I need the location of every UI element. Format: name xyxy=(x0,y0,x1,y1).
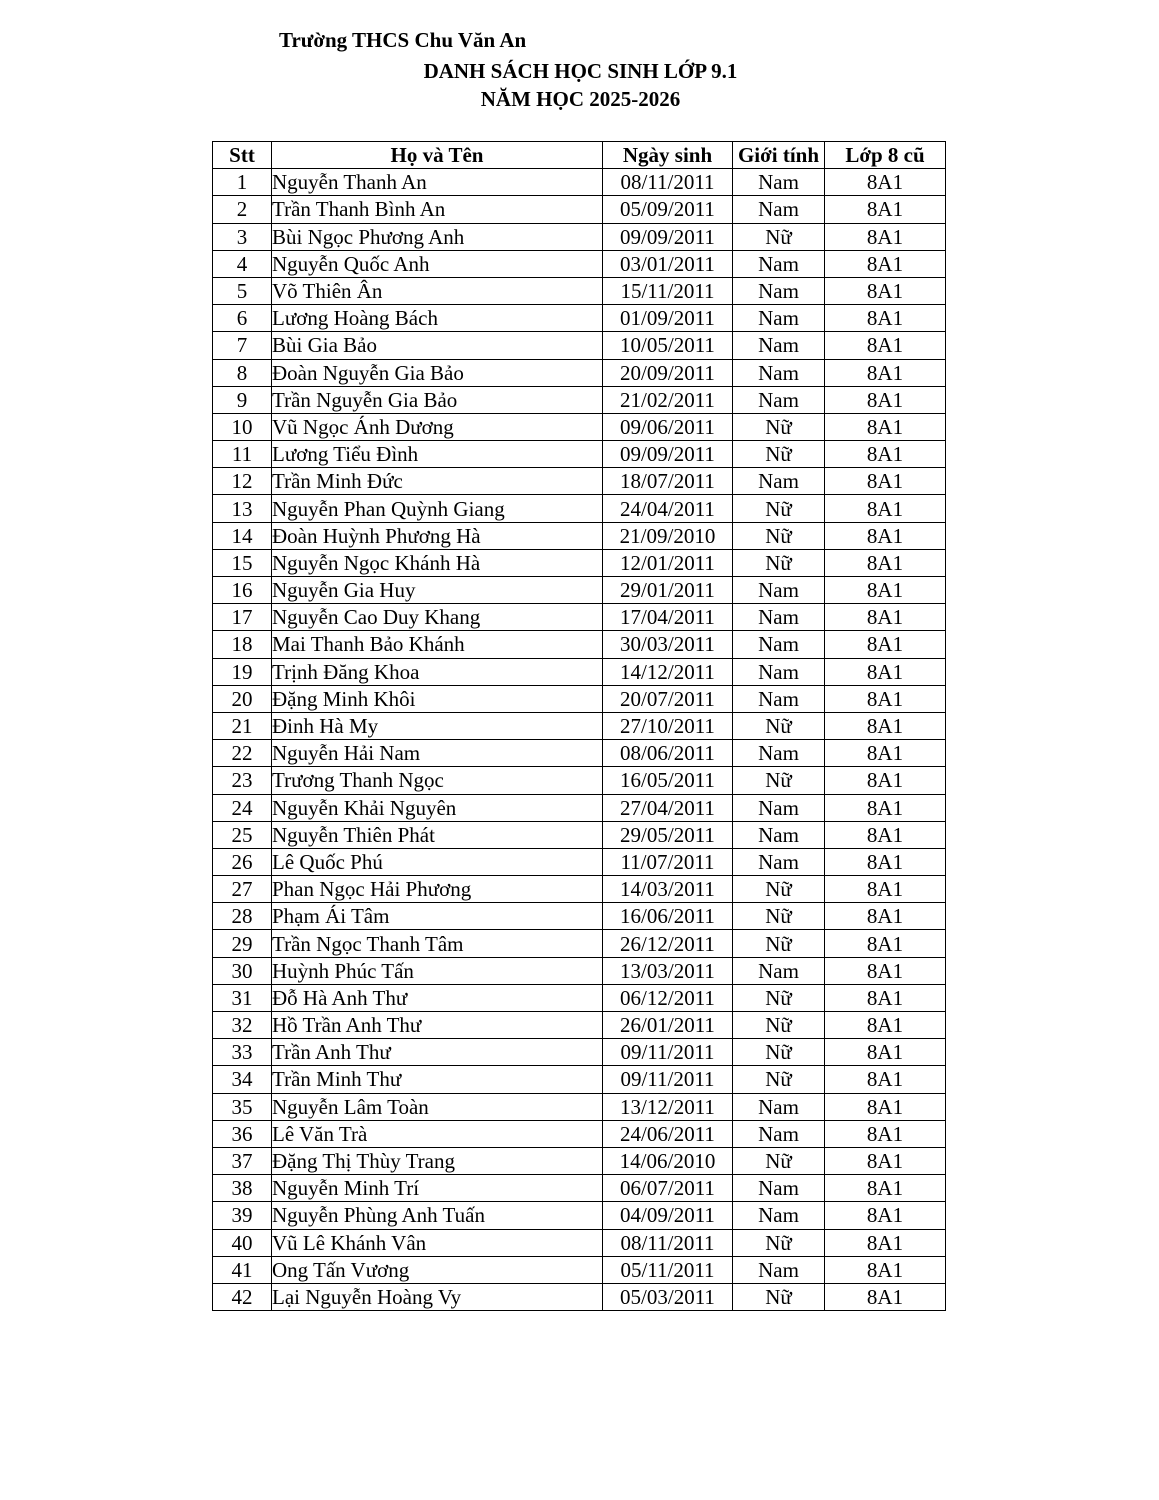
cell-gender: Nữ xyxy=(733,495,825,522)
cell-gender: Nữ xyxy=(733,876,825,903)
cell-stt: 20 xyxy=(213,685,272,712)
table-row xyxy=(213,1120,946,1147)
cell-name: Phạm Ái Tâm xyxy=(272,903,603,930)
cell-old-class: 8A1 xyxy=(825,712,946,739)
cell-gender: Nữ xyxy=(733,441,825,468)
cell-stt: 35 xyxy=(213,1093,272,1120)
cell-dob: 21/09/2010 xyxy=(603,522,733,549)
table-row xyxy=(213,250,946,277)
table-row xyxy=(213,495,946,522)
cell-stt: 6 xyxy=(213,305,272,332)
table-row xyxy=(213,577,946,604)
cell-gender: Nam xyxy=(733,359,825,386)
cell-dob: 12/01/2011 xyxy=(603,549,733,576)
table-row xyxy=(213,441,946,468)
cell-dob: 21/02/2011 xyxy=(603,386,733,413)
cell-stt: 9 xyxy=(213,386,272,413)
table-row xyxy=(213,1256,946,1283)
cell-gender: Nam xyxy=(733,957,825,984)
cell-gender: Nam xyxy=(733,577,825,604)
cell-dob: 26/01/2011 xyxy=(603,1012,733,1039)
cell-stt: 16 xyxy=(213,577,272,604)
cell-stt: 29 xyxy=(213,930,272,957)
cell-gender: Nữ xyxy=(733,1039,825,1066)
cell-stt: 34 xyxy=(213,1066,272,1093)
table-row xyxy=(213,604,946,631)
cell-dob: 24/06/2011 xyxy=(603,1120,733,1147)
cell-dob: 27/04/2011 xyxy=(603,794,733,821)
table-row xyxy=(213,305,946,332)
cell-name: Trần Nguyễn Gia Bảo xyxy=(272,386,603,413)
cell-gender: Nam xyxy=(733,821,825,848)
cell-old-class: 8A1 xyxy=(825,631,946,658)
cell-dob: 06/07/2011 xyxy=(603,1175,733,1202)
cell-old-class: 8A1 xyxy=(825,169,946,196)
column-header-old-class: Lớp 8 cũ xyxy=(825,142,946,169)
cell-gender: Nữ xyxy=(733,223,825,250)
cell-old-class: 8A1 xyxy=(825,1066,946,1093)
cell-name: Trần Anh Thư xyxy=(272,1039,603,1066)
table-row xyxy=(213,821,946,848)
table-row xyxy=(213,1147,946,1174)
cell-old-class: 8A1 xyxy=(825,685,946,712)
cell-name: Nguyễn Thiên Phát xyxy=(272,821,603,848)
cell-name: Trần Minh Thư xyxy=(272,1066,603,1093)
table-row xyxy=(213,767,946,794)
cell-name: Lương Hoàng Bách xyxy=(272,305,603,332)
column-header-stt: Stt xyxy=(213,142,272,169)
cell-stt: 37 xyxy=(213,1147,272,1174)
cell-name: Đoàn Nguyễn Gia Bảo xyxy=(272,359,603,386)
cell-name: Nguyễn Phùng Anh Tuấn xyxy=(272,1202,603,1229)
cell-dob: 16/05/2011 xyxy=(603,767,733,794)
cell-old-class: 8A1 xyxy=(825,441,946,468)
cell-stt: 11 xyxy=(213,441,272,468)
cell-dob: 24/04/2011 xyxy=(603,495,733,522)
cell-dob: 14/03/2011 xyxy=(603,876,733,903)
cell-dob: 09/09/2011 xyxy=(603,223,733,250)
cell-old-class: 8A1 xyxy=(825,413,946,440)
cell-gender: Nữ xyxy=(733,1147,825,1174)
cell-name: Đặng Minh Khôi xyxy=(272,685,603,712)
cell-dob: 09/11/2011 xyxy=(603,1039,733,1066)
cell-gender: Nam xyxy=(733,1202,825,1229)
table-row xyxy=(213,1283,946,1310)
cell-old-class: 8A1 xyxy=(825,386,946,413)
table-row xyxy=(213,794,946,821)
table-row xyxy=(213,196,946,223)
table-row xyxy=(213,1202,946,1229)
table-row xyxy=(213,1012,946,1039)
table-row xyxy=(213,1066,946,1093)
column-header-dob: Ngày sinh xyxy=(603,142,733,169)
cell-name: Đỗ Hà Anh Thư xyxy=(272,984,603,1011)
cell-stt: 42 xyxy=(213,1283,272,1310)
cell-old-class: 8A1 xyxy=(825,468,946,495)
cell-dob: 30/03/2011 xyxy=(603,631,733,658)
cell-name: Trần Minh Đức xyxy=(272,468,603,495)
cell-name: Vũ Ngọc Ánh Dương xyxy=(272,413,603,440)
cell-old-class: 8A1 xyxy=(825,876,946,903)
cell-stt: 31 xyxy=(213,984,272,1011)
table-row xyxy=(213,522,946,549)
cell-dob: 08/11/2011 xyxy=(603,1229,733,1256)
cell-old-class: 8A1 xyxy=(825,984,946,1011)
cell-old-class: 8A1 xyxy=(825,1012,946,1039)
table-row xyxy=(213,658,946,685)
cell-dob: 13/03/2011 xyxy=(603,957,733,984)
cell-old-class: 8A1 xyxy=(825,740,946,767)
table-row xyxy=(213,685,946,712)
cell-name: Đoàn Huỳnh Phương Hà xyxy=(272,522,603,549)
cell-old-class: 8A1 xyxy=(825,1256,946,1283)
cell-dob: 18/07/2011 xyxy=(603,468,733,495)
cell-gender: Nữ xyxy=(733,1283,825,1310)
cell-stt: 12 xyxy=(213,468,272,495)
cell-stt: 23 xyxy=(213,767,272,794)
cell-dob: 14/06/2010 xyxy=(603,1147,733,1174)
cell-gender: Nữ xyxy=(733,549,825,576)
table-row xyxy=(213,223,946,250)
cell-dob: 29/01/2011 xyxy=(603,577,733,604)
table-row xyxy=(213,1229,946,1256)
cell-stt: 4 xyxy=(213,250,272,277)
cell-dob: 05/11/2011 xyxy=(603,1256,733,1283)
cell-stt: 36 xyxy=(213,1120,272,1147)
cell-stt: 38 xyxy=(213,1175,272,1202)
table-row xyxy=(213,984,946,1011)
cell-stt: 33 xyxy=(213,1039,272,1066)
cell-name: Nguyễn Lâm Toàn xyxy=(272,1093,603,1120)
school-name: Trường THCS Chu Văn An xyxy=(279,28,527,52)
cell-stt: 24 xyxy=(213,794,272,821)
cell-old-class: 8A1 xyxy=(825,495,946,522)
cell-stt: 39 xyxy=(213,1202,272,1229)
table-row xyxy=(213,359,946,386)
cell-dob: 09/06/2011 xyxy=(603,413,733,440)
cell-stt: 22 xyxy=(213,740,272,767)
cell-dob: 05/09/2011 xyxy=(603,196,733,223)
cell-old-class: 8A1 xyxy=(825,522,946,549)
school-year: NĂM HỌC 2025-2026 xyxy=(480,87,681,111)
cell-name: Lương Tiểu Đình xyxy=(272,441,603,468)
table-row xyxy=(213,1039,946,1066)
cell-stt: 5 xyxy=(213,277,272,304)
cell-old-class: 8A1 xyxy=(825,577,946,604)
cell-gender: Nữ xyxy=(733,903,825,930)
cell-old-class: 8A1 xyxy=(825,1093,946,1120)
cell-stt: 27 xyxy=(213,876,272,903)
cell-old-class: 8A1 xyxy=(825,604,946,631)
cell-dob: 17/04/2011 xyxy=(603,604,733,631)
cell-old-class: 8A1 xyxy=(825,794,946,821)
cell-name: Lại Nguyễn Hoàng Vy xyxy=(272,1283,603,1310)
cell-dob: 27/10/2011 xyxy=(603,712,733,739)
cell-old-class: 8A1 xyxy=(825,930,946,957)
cell-old-class: 8A1 xyxy=(825,332,946,359)
cell-dob: 20/09/2011 xyxy=(603,359,733,386)
table-row xyxy=(213,277,946,304)
table-row xyxy=(213,903,946,930)
cell-gender: Nam xyxy=(733,386,825,413)
cell-dob: 14/12/2011 xyxy=(603,658,733,685)
cell-old-class: 8A1 xyxy=(825,549,946,576)
cell-name: Nguyễn Ngọc Khánh Hà xyxy=(272,549,603,576)
table-row xyxy=(213,848,946,875)
cell-gender: Nam xyxy=(733,604,825,631)
cell-gender: Nam xyxy=(733,196,825,223)
cell-name: Hồ Trần Anh Thư xyxy=(272,1012,603,1039)
cell-name: Lê Văn Trà xyxy=(272,1120,603,1147)
cell-stt: 15 xyxy=(213,549,272,576)
cell-dob: 11/07/2011 xyxy=(603,848,733,875)
cell-gender: Nam xyxy=(733,1256,825,1283)
cell-gender: Nữ xyxy=(733,522,825,549)
cell-old-class: 8A1 xyxy=(825,848,946,875)
cell-dob: 05/03/2011 xyxy=(603,1283,733,1310)
cell-stt: 7 xyxy=(213,332,272,359)
cell-old-class: 8A1 xyxy=(825,903,946,930)
table-row xyxy=(213,1093,946,1120)
cell-name: Trương Thanh Ngọc xyxy=(272,767,603,794)
cell-dob: 01/09/2011 xyxy=(603,305,733,332)
cell-name: Vũ Lê Khánh Vân xyxy=(272,1229,603,1256)
table-row xyxy=(213,957,946,984)
cell-dob: 10/05/2011 xyxy=(603,332,733,359)
cell-dob: 15/11/2011 xyxy=(603,277,733,304)
cell-name: Lê Quốc Phú xyxy=(272,848,603,875)
cell-old-class: 8A1 xyxy=(825,1283,946,1310)
cell-old-class: 8A1 xyxy=(825,1120,946,1147)
cell-gender: Nam xyxy=(733,848,825,875)
cell-old-class: 8A1 xyxy=(825,305,946,332)
cell-old-class: 8A1 xyxy=(825,359,946,386)
cell-gender: Nam xyxy=(733,631,825,658)
cell-gender: Nam xyxy=(733,332,825,359)
cell-dob: 08/06/2011 xyxy=(603,740,733,767)
cell-name: Bùi Gia Bảo xyxy=(272,332,603,359)
table-body xyxy=(213,169,946,1311)
cell-name: Đặng Thị Thùy Trang xyxy=(272,1147,603,1174)
cell-gender: Nam xyxy=(733,277,825,304)
cell-stt: 41 xyxy=(213,1256,272,1283)
cell-gender: Nam xyxy=(733,1175,825,1202)
table-row xyxy=(213,631,946,658)
cell-gender: Nam xyxy=(733,740,825,767)
cell-gender: Nữ xyxy=(733,1229,825,1256)
cell-stt: 32 xyxy=(213,1012,272,1039)
table-row xyxy=(213,468,946,495)
table-header-row xyxy=(213,142,946,169)
cell-old-class: 8A1 xyxy=(825,223,946,250)
cell-dob: 20/07/2011 xyxy=(603,685,733,712)
cell-dob: 09/11/2011 xyxy=(603,1066,733,1093)
document-title: DANH SÁCH HỌC SINH LỚP 9.1 xyxy=(423,59,738,83)
cell-gender: Nam xyxy=(733,685,825,712)
cell-old-class: 8A1 xyxy=(825,250,946,277)
table-row xyxy=(213,712,946,739)
cell-gender: Nữ xyxy=(733,1066,825,1093)
cell-name: Nguyễn Quốc Anh xyxy=(272,250,603,277)
table-row xyxy=(213,549,946,576)
cell-stt: 3 xyxy=(213,223,272,250)
table-row xyxy=(213,413,946,440)
cell-name: Ong Tấn Vương xyxy=(272,1256,603,1283)
cell-old-class: 8A1 xyxy=(825,957,946,984)
cell-stt: 18 xyxy=(213,631,272,658)
cell-stt: 13 xyxy=(213,495,272,522)
cell-stt: 26 xyxy=(213,848,272,875)
cell-name: Huỳnh Phúc Tấn xyxy=(272,957,603,984)
cell-gender: Nam xyxy=(733,658,825,685)
cell-gender: Nam xyxy=(733,468,825,495)
cell-name: Trần Ngọc Thanh Tâm xyxy=(272,930,603,957)
table-row xyxy=(213,1175,946,1202)
cell-dob: 29/05/2011 xyxy=(603,821,733,848)
cell-stt: 17 xyxy=(213,604,272,631)
cell-gender: Nữ xyxy=(733,984,825,1011)
cell-name: Nguyễn Khải Nguyên xyxy=(272,794,603,821)
cell-stt: 30 xyxy=(213,957,272,984)
cell-dob: 16/06/2011 xyxy=(603,903,733,930)
cell-name: Nguyễn Minh Trí xyxy=(272,1175,603,1202)
cell-old-class: 8A1 xyxy=(825,1229,946,1256)
cell-stt: 28 xyxy=(213,903,272,930)
cell-gender: Nam xyxy=(733,1120,825,1147)
cell-name: Trần Thanh Bình An xyxy=(272,196,603,223)
cell-dob: 04/09/2011 xyxy=(603,1202,733,1229)
cell-stt: 10 xyxy=(213,413,272,440)
cell-stt: 25 xyxy=(213,821,272,848)
cell-gender: Nữ xyxy=(733,930,825,957)
cell-gender: Nam xyxy=(733,1093,825,1120)
cell-old-class: 8A1 xyxy=(825,1175,946,1202)
cell-old-class: 8A1 xyxy=(825,767,946,794)
table-row xyxy=(213,740,946,767)
cell-gender: Nam xyxy=(733,305,825,332)
cell-name: Võ Thiên Ân xyxy=(272,277,603,304)
cell-name: Phan Ngọc Hải Phương xyxy=(272,876,603,903)
cell-name: Nguyễn Gia Huy xyxy=(272,577,603,604)
cell-old-class: 8A1 xyxy=(825,196,946,223)
cell-dob: 08/11/2011 xyxy=(603,169,733,196)
cell-name: Nguyễn Hải Nam xyxy=(272,740,603,767)
table-row xyxy=(213,386,946,413)
cell-dob: 09/09/2011 xyxy=(603,441,733,468)
cell-name: Nguyễn Phan Quỳnh Giang xyxy=(272,495,603,522)
table-row xyxy=(213,876,946,903)
cell-dob: 06/12/2011 xyxy=(603,984,733,1011)
student-roster-table xyxy=(212,141,946,1311)
cell-old-class: 8A1 xyxy=(825,277,946,304)
cell-gender: Nữ xyxy=(733,413,825,440)
cell-stt: 14 xyxy=(213,522,272,549)
cell-name: Nguyễn Cao Duy Khang xyxy=(272,604,603,631)
column-header-gender: Giới tính xyxy=(733,142,825,169)
column-header-name: Họ và Tên xyxy=(272,142,603,169)
cell-old-class: 8A1 xyxy=(825,658,946,685)
table-row xyxy=(213,930,946,957)
cell-stt: 8 xyxy=(213,359,272,386)
cell-dob: 13/12/2011 xyxy=(603,1093,733,1120)
cell-stt: 40 xyxy=(213,1229,272,1256)
cell-stt: 2 xyxy=(213,196,272,223)
cell-gender: Nữ xyxy=(733,712,825,739)
cell-gender: Nữ xyxy=(733,1012,825,1039)
cell-gender: Nam xyxy=(733,169,825,196)
cell-name: Mai Thanh Bảo Khánh xyxy=(272,631,603,658)
cell-stt: 1 xyxy=(213,169,272,196)
cell-name: Đinh Hà My xyxy=(272,712,603,739)
cell-dob: 03/01/2011 xyxy=(603,250,733,277)
cell-old-class: 8A1 xyxy=(825,1147,946,1174)
table-row xyxy=(213,169,946,196)
cell-stt: 21 xyxy=(213,712,272,739)
cell-old-class: 8A1 xyxy=(825,1202,946,1229)
cell-dob: 26/12/2011 xyxy=(603,930,733,957)
cell-old-class: 8A1 xyxy=(825,1039,946,1066)
cell-name: Nguyễn Thanh An xyxy=(272,169,603,196)
cell-old-class: 8A1 xyxy=(825,821,946,848)
table-row xyxy=(213,332,946,359)
cell-gender: Nam xyxy=(733,250,825,277)
cell-gender: Nữ xyxy=(733,767,825,794)
cell-gender: Nam xyxy=(733,794,825,821)
cell-stt: 19 xyxy=(213,658,272,685)
cell-name: Trịnh Đăng Khoa xyxy=(272,658,603,685)
cell-name: Bùi Ngọc Phương Anh xyxy=(272,223,603,250)
